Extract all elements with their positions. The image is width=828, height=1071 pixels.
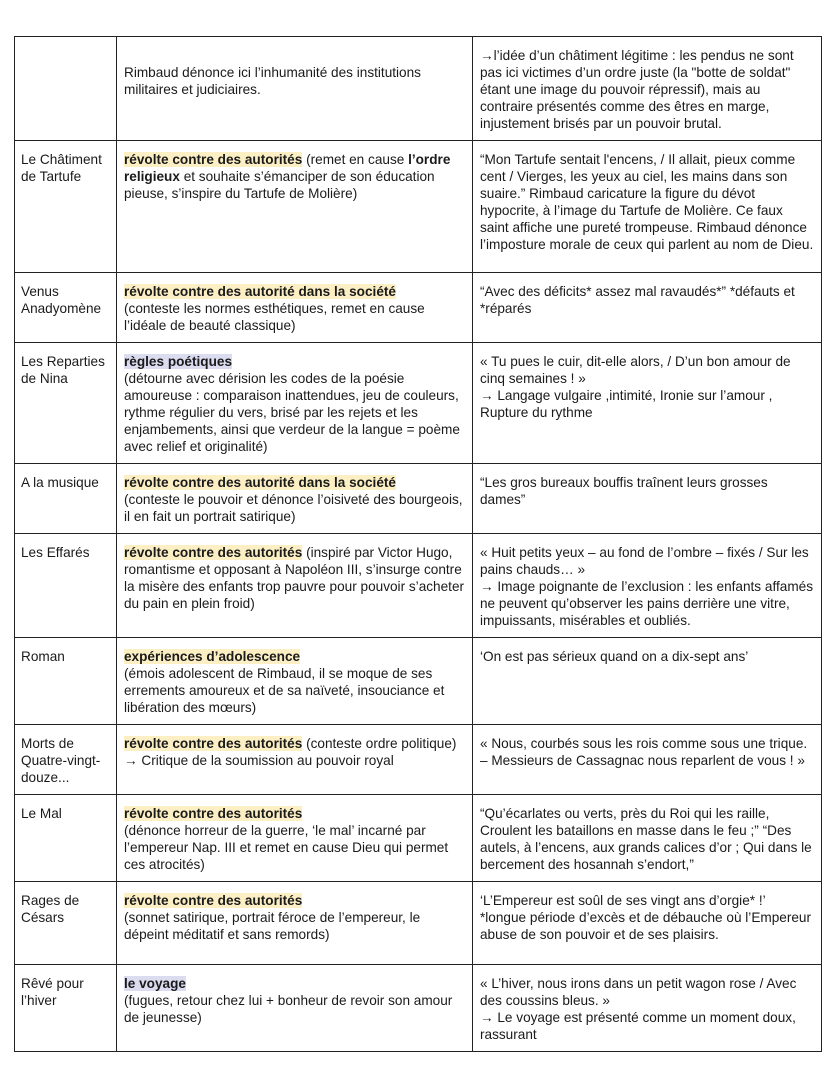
theme-cell [117,464,473,534]
poem-title-cell: Venus Anadyomène [15,273,117,343]
poem-title-cell: Roman [15,638,117,725]
quote-cell: « Nous, courbés sous les rois comme sous une trique. – Messieurs de Cassagnac nous reparlent de vous ! » [473,725,822,795]
poem-title-cell: Les Effarés [15,534,117,638]
table-row [15,273,822,343]
theme-label: révolte contre des autorité dans la société [124,475,396,490]
table-row [15,725,822,795]
theme-description: Rimbaud dénonce ici l’inhumanité des institutions militaires et judiciaires. [124,65,421,97]
quote-comment: → Langage vulgaire ,intimité, Ironie sur l’amour , Rupture du rythme [480,388,773,420]
theme-label: le voyage [124,976,186,991]
table-row [15,37,822,141]
themes-table [14,36,822,1052]
theme-cell [117,638,473,725]
table-row [15,534,822,638]
quote-cell [473,343,822,464]
theme-label: révolte contre des autorités [124,152,303,167]
poem-title-cell: Rages de Césars [15,882,117,965]
theme-description: (conteste ordre politique) [302,736,457,751]
theme-cell [117,141,473,273]
theme-cell [117,965,473,1052]
theme-cell [117,37,473,141]
poem-title-cell: Le Mal [15,795,117,882]
theme-description: (émois adolescent de Rimbaud, il se moque de ses errements amoureux et de sa naïveté, insouciance et libération des mœurs) [124,666,445,715]
poem-title-cell: Les Reparties de Nina [15,343,117,464]
theme-cell [117,725,473,795]
theme-label: révolte contre des autorités [124,806,303,821]
theme-description: (détourne avec dérision les codes de la poésie amoureuse : comparaison inattendues, jeu de couleurs, rythme régulier du vers, brisé par les rejets et les enjambements, ainsi que verdeur de la langue = poème avec relief et originalité) [124,371,460,454]
theme-description: et souhaite s’émanciper de son éducation pieuse, s’inspire du Tartufe de Molière) [124,169,435,201]
theme-description: (sonnet satirique, portrait féroce de l’empereur, le dépeint méditatif et sans remords) [124,910,421,942]
poem-title-cell: A la musique [15,464,117,534]
table-row [15,795,822,882]
quote-cell: “Qu’écarlates ou verts, près du Roi qui les raille, Croulent les bataillons en masse dans le feu ;” “Des autels, à l’encens, aux grands calices d’or ; Qui dans le bercement des hosannah s’endort,” [473,795,822,882]
theme-label: révolte contre des autorités [124,736,303,751]
theme-cell [117,534,473,638]
theme-description: (dénonce horreur de la guerre, ‘le mal’ incarné par l’empereur Nap. III et remet en cause Dieu qui permet ces atrocités) [124,823,449,872]
poem-title-cell: Morts de Quatre-vingt-douze... [15,725,117,795]
theme-description: (conteste les normes esthétiques, remet en cause l’idéale de beauté classique) [124,301,425,333]
theme-label: expériences d’adolescence [124,649,301,664]
table-row [15,343,822,464]
table-row [15,882,822,965]
theme-emphasis: l’ordre religieux [124,152,451,184]
quote-cell: “Avec des déficits* assez mal ravaudés*” *défauts et *réparés [473,273,822,343]
theme-label: révolte contre des autorité dans la société [124,284,396,299]
theme-description: (remet en cause [302,152,409,167]
theme-comment: → Critique de la soumission au pouvoir royal [124,753,394,768]
quote-cell: ‘L’Empereur est soûl de ses vingt ans d’orgie* !’ *longue période d’excès et de débauche où l’Empereur abuse de son pouvoir et de ses plaisirs. [473,882,822,965]
theme-description: (fugues, retour chez lui + bonheur de revoir son amour de jeunesse) [124,993,453,1025]
quote-cell: “Mon Tartufe sentait l'encens, / Il allait, pieux comme cent / Vierges, les yeux au ciel, les mains dans son suaire.” Rimbaud caricature la figure du dévot hypocrite, à l’image du Tartufe de Molière. Ce faux saint affiche une pureté trompeuse. Rimbaud dénonce l’imposture morale de ceux qui parlent au nom de Dieu. [473,141,822,273]
quote-comment: → Image poignante de l’exclusion : les enfants affamés ne peuvent qu’observer les pains derrière une vitre, impuissants, misérables et oubliés. [480,579,813,628]
table-row [15,141,822,273]
poem-title-cell [15,37,117,141]
theme-cell [117,273,473,343]
theme-label: révolte contre des autorités [124,893,303,908]
quote-cell: “Les gros bureaux bouffis traînent leurs grosses dames” [473,464,822,534]
table-row [15,638,822,725]
theme-label: révolte contre des autorités [124,545,303,560]
theme-cell [117,795,473,882]
quote-text: « Tu pues le cuir, dit-elle alors, / D’un bon amour de cinq semaines ! » [480,354,791,386]
quote-text: « Huit petits yeux – au fond de l’ombre – fixés / Sur les pains chauds… » [480,545,809,577]
quote-cell: →l’idée d’un châtiment légitime : les pendus ne sont pas ici victimes d’un ordre juste (la "botte de soldat" étant une image du pouvoir répressif), mais au contraire présentés comme des êtres en marge, injustement brisés par un pouvoir brutal. [473,37,822,141]
table-row [15,965,822,1052]
theme-cell [117,882,473,965]
theme-label: règles poétiques [124,354,233,369]
quote-cell [473,965,822,1052]
quote-cell [473,534,822,638]
poem-title-cell: Rêvé pour l’hiver [15,965,117,1052]
theme-cell [117,343,473,464]
theme-description: (inspiré par Victor Hugo, romantisme et opposant à Napoléon III, s’insurge contre la misère des enfants trop pauvre pour pouvoir s’acheter du pain en plein froid) [124,545,465,611]
poem-title-cell: Le Châtiment de Tartufe [15,141,117,273]
quote-text: « L’hiver, nous irons dans un petit wagon rose / Avec des coussins bleus. » [480,976,797,1008]
quote-cell: ‘On est pas sérieux quand on a dix-sept ans’ [473,638,822,725]
table-row [15,464,822,534]
quote-comment: → Le voyage est présenté comme un moment doux, rassurant [480,1010,796,1042]
theme-description: (conteste le pouvoir et dénonce l’oisiveté des bourgeois, il en fait un portrait satirique) [124,492,463,524]
